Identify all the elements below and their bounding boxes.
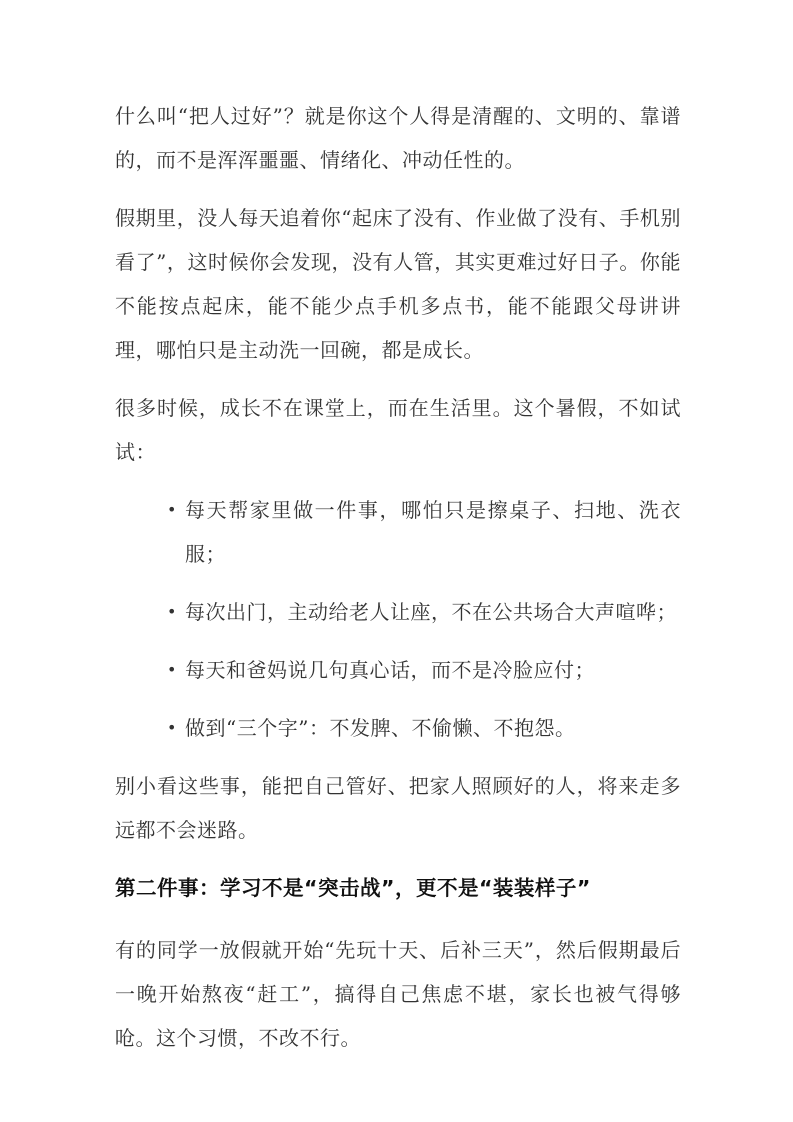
list-item-text: 每次出门，主动给老人让座，不在公共场合大声喧哗； (185, 600, 677, 624)
bullet-dot-icon: • (167, 500, 177, 519)
list-item (115, 648, 681, 692)
bullet-dot-icon: • (167, 660, 177, 679)
paragraph: 什么叫“把人过好”？就是你这个人得是清醒的、文明的、靠谱的，而不是浑浑噩噩、情绪化、冲动任性的。 (115, 104, 681, 172)
section-heading: 第二件事：学习不是“突击战”，更不是“装装样子” (115, 876, 591, 900)
list-item (115, 706, 681, 750)
paragraph: 有的同学一放假就开始“先玩十天、后补三天”，然后假期最后一晚开始熬夜“赶工”，搞得自己焦虑不堪，家长也被气得够呛。这个习惯，不改不行。 (115, 938, 681, 1050)
paragraph: 别小看这些事，能把自己管好、把家人照顾好的人，将来走多远都不会迷路。 (115, 774, 681, 842)
bullet-dot-icon: • (167, 602, 177, 621)
list-item (115, 590, 681, 634)
list-item (115, 488, 681, 576)
list-item-text: 每天帮家里做一件事，哪怕只是擦桌子、扫地、洗衣服； (185, 498, 681, 566)
paragraph: 很多时候，成长不在课堂上，而在生活里。这个暑假，不如试试： (115, 396, 681, 464)
paragraph: 假期里，没人每天追着你“起床了没有、作业做了没有、手机别看了”，这时候你会发现，没有人管，其实更难过好日子。你能不能按点起床，能不能少点手机多点书，能不能跟父母讲讲理，哪怕只是主动洗一回碗，都是成长。 (115, 206, 681, 362)
list-item-text: 做到“三个字”：不发脾、不偷懒、不抱怨。 (185, 716, 576, 740)
bullet-list (115, 488, 681, 750)
list-item-text: 每天和爸妈说几句真心话，而不是冷脸应付； (185, 658, 595, 682)
bullet-dot-icon: • (167, 718, 177, 737)
